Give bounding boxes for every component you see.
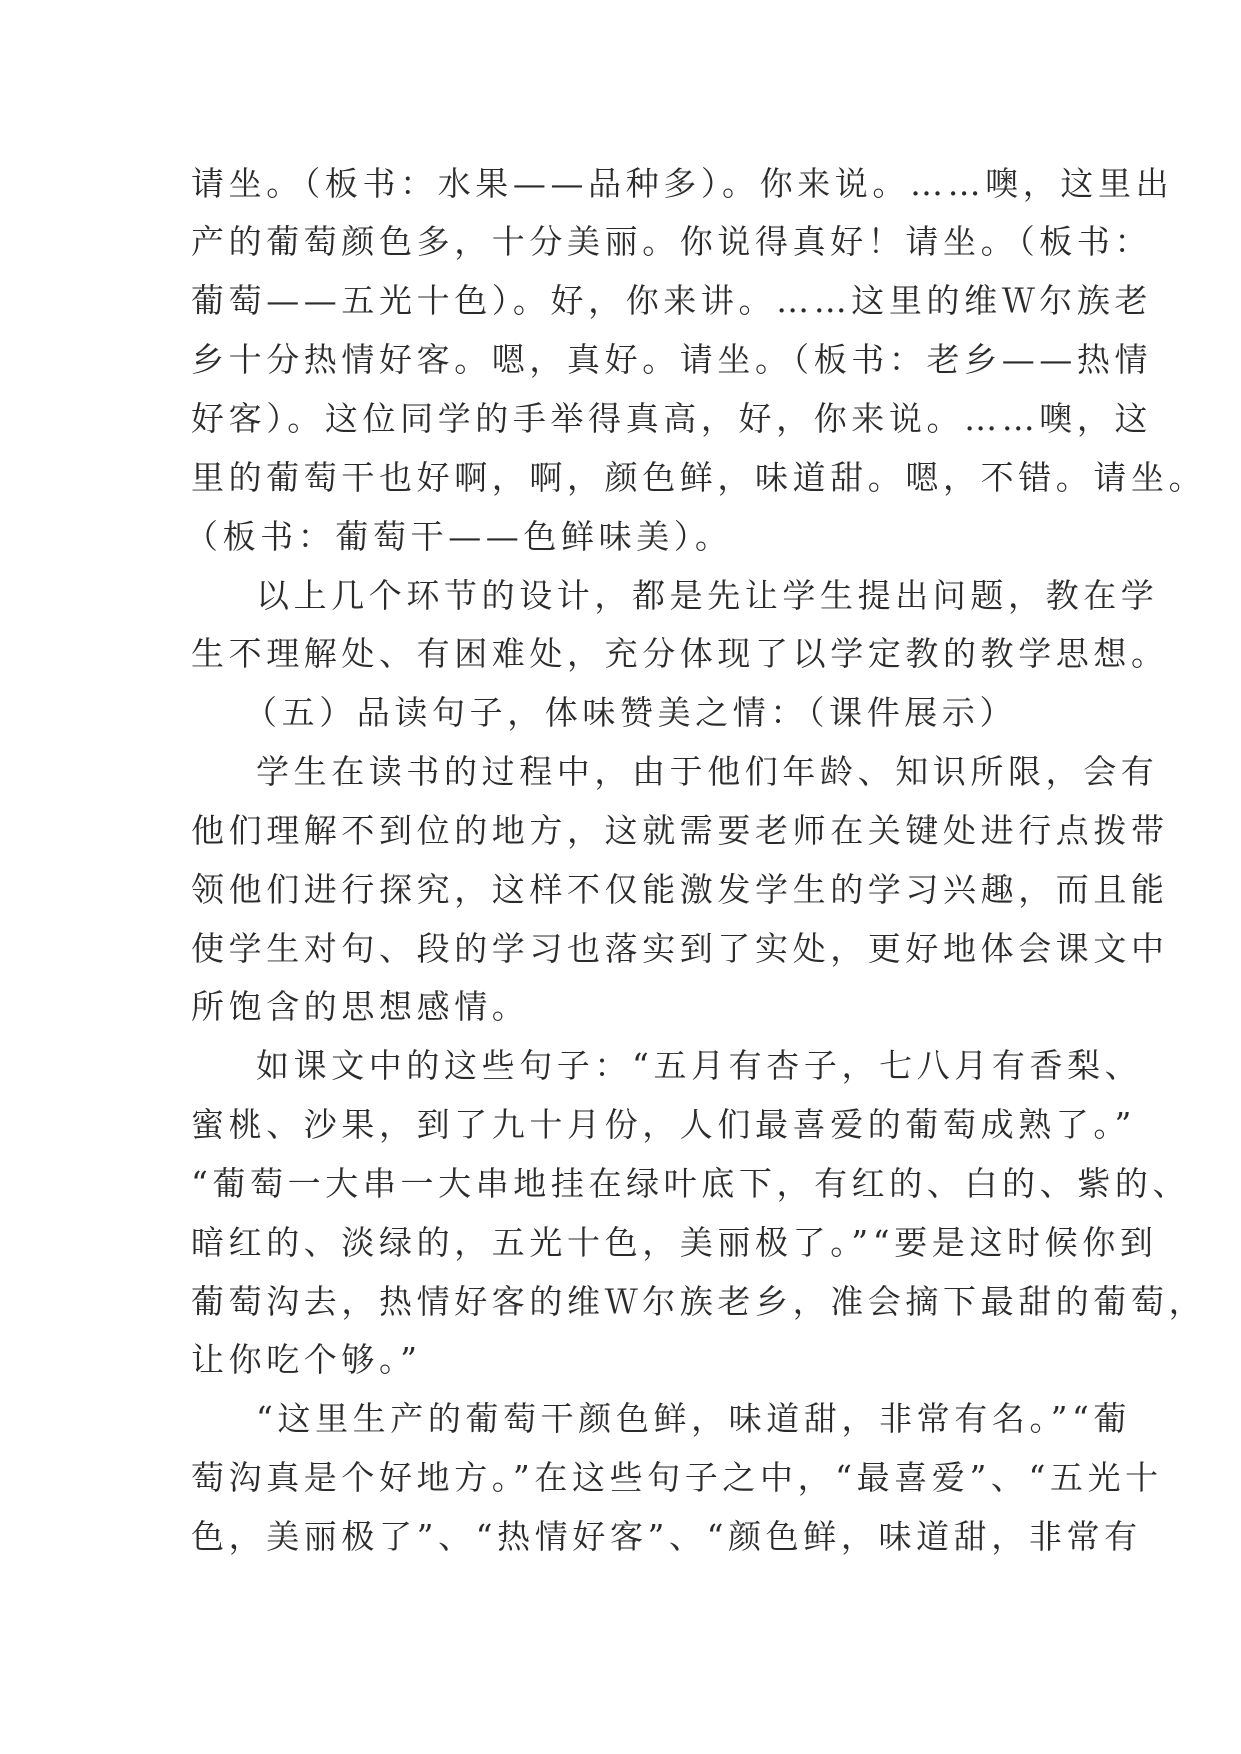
text-line-9: 生不理解处、有困难处，充分体现了以学定教的教学思想。 <box>191 634 1169 673</box>
text-line-6: 里的葡萄干也好啊，啊，颜色鲜，味道甜。嗯，不错。请坐。 <box>191 458 1207 497</box>
text-line-13: 领他们进行探究，这样不仅能激发学生的学习兴趣，而且能 <box>191 870 1169 909</box>
text-line-11: 学生在读书的过程中，由于他们年龄、知识所限，会有 <box>256 752 1159 791</box>
text-line-12: 他们理解不到位的地方，这就需要老师在关键处进行点拨带 <box>191 811 1169 850</box>
text-line-17: 蜜桃、沙果，到了九十月份，人们最喜爱的葡萄成熟了。” <box>191 1105 1136 1144</box>
text-line-18: “葡萄一大串一大串地挂在绿叶底下，有红的、白的、紫的、 <box>191 1164 1191 1203</box>
text-line-14: 使学生对句、段的学习也落实到了实处，更好地体会课文中 <box>191 929 1169 968</box>
text-line-21: 让你吃个够。” <box>191 1340 422 1379</box>
text-line-8: 以上几个环节的设计，都是先让学生提出问题，教在学 <box>256 576 1159 615</box>
section-heading: （五）品读句子，体味赞美之情：（课件展示） <box>244 693 1018 732</box>
text-line-23: 萄沟真是个好地方。”在这些句子之中，“最喜爱”、“五光十 <box>191 1458 1163 1497</box>
text-line-1: 请坐。（板书：水果——品种多）。你来说。……噢，这里出 <box>191 164 1174 203</box>
text-line-4: 乡十分热情好客。嗯，真好。请坐。（板书：老乡——热情 <box>191 340 1153 379</box>
text-line-19: 暗红的、淡绿的，五光十色，美丽极了。”“要是这时候你到 <box>191 1223 1158 1262</box>
text-line-5: 好客）。这位同学的手举得真高，好，你来说。……噢，这 <box>191 399 1153 438</box>
text-line-16: 如课文中的这些句子：“五月有杏子，七八月有香梨、 <box>256 1046 1143 1085</box>
text-line-20: 葡萄沟去，热情好客的维Ｗ尔族老乡，准会摘下最甜的葡萄， <box>191 1282 1207 1321</box>
text-line-22: “这里生产的葡萄干颜色鲜，味道甜，非常有名。”“葡 <box>256 1399 1132 1438</box>
text-line-3: 葡萄——五光十色）。好，你来讲。……这里的维Ｗ尔族老 <box>191 281 1153 320</box>
text-line-15: 所饱含的思想感情。 <box>191 987 530 1026</box>
text-line-2: 产的葡萄颜色多，十分美丽。你说得真好！请坐。（板书： <box>191 222 1153 261</box>
text-line-24: 色，美丽极了”、“热情好客”、“颜色鲜，味道甜，非常有 <box>191 1517 1142 1556</box>
text-line-7: （板书：葡萄干——色鲜味美）。 <box>185 517 733 556</box>
